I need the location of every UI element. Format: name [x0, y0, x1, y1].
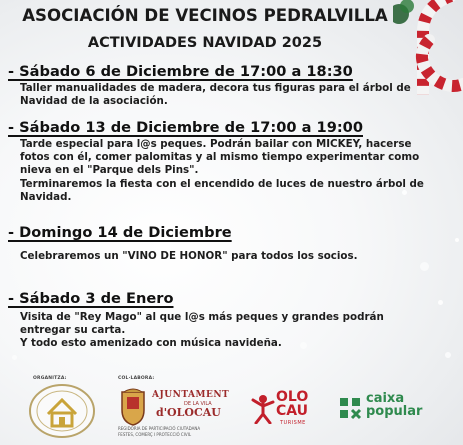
event-heading: - Domingo 14 de Diciembre — [8, 224, 232, 241]
olocau-tag: TURISME — [280, 420, 306, 426]
coat-of-arms-icon — [118, 388, 148, 426]
ajuntament-sub1: REGIDORIA DE PARTICIPACIÓ CIUTADANA — [118, 426, 201, 431]
dancer-icon — [250, 394, 276, 424]
ajuntament-logo — [118, 384, 233, 440]
event-heading: - Sábado 13 de Diciembre de 17:00 a 19:00 — [8, 119, 363, 136]
event-description — [20, 311, 450, 351]
caixa-popular-logo — [338, 392, 448, 426]
organiza-label: ORGANITZA: — [33, 376, 67, 381]
event-line: fotos con él, comer palomitas y al mismo tiempo experimentar como — [20, 151, 420, 164]
caixa-line2: popular — [366, 404, 423, 419]
event-line: Navidad de la asociación. — [20, 95, 168, 108]
page-title: ASOCIACIÓN DE VECINOS PEDRALVILLA — [22, 6, 388, 25]
event-description — [20, 138, 450, 204]
event-line: Celebraremos un "VINO DE HONOR" para todos los socios. — [20, 250, 358, 262]
caixa-popular-symbol-icon — [338, 396, 362, 420]
event-line: Visita de "Rey Mago" al que l@s más peques y grandes podrán — [20, 311, 384, 323]
colabora-label: COL·LABORA: — [118, 376, 155, 381]
olocau-line2: CAU — [276, 403, 309, 419]
event-description — [20, 82, 450, 108]
sponsor-logos — [0, 372, 463, 445]
olocau-line1: OLO — [276, 389, 309, 405]
event-line: Terminaremos la fiesta con el encendido de luces de nuestro árbol de — [20, 177, 424, 190]
caixa-line1: caixa — [366, 391, 405, 406]
event-line: Y todo esto amenizado con música navideña. — [20, 337, 282, 350]
event-heading: - Sábado 6 de Diciembre de 17:00 a 18:30 — [8, 63, 353, 80]
ajuntament-line1: AJUNTAMENT — [152, 390, 230, 400]
association-logo-icon — [28, 382, 96, 440]
event-line: entregar su carta. — [20, 324, 126, 337]
event-line: nieva en el "Parque dels Pins". — [20, 164, 199, 177]
ajuntament-line3: d'OLOCAU — [156, 406, 221, 419]
event-heading: - Sábado 3 de Enero — [8, 290, 174, 307]
event-description — [20, 250, 450, 263]
ajuntament-line2: DE LA VILA — [184, 401, 212, 407]
event-line: Navidad. — [20, 190, 72, 203]
event-line: Tarde especial para l@s peques. Podrán bailar con MICKEY, hacerse — [20, 138, 412, 150]
olocau-turisme-logo — [250, 390, 318, 436]
ajuntament-sub2: FESTES, COMERÇ I PROTECCIÓ CIVIL — [118, 432, 192, 437]
event-line: Taller manualidades de madera, decora tus figuras para el árbol de — [20, 82, 411, 94]
page-subtitle: ACTIVIDADES NAVIDAD 2025 — [87, 35, 323, 51]
